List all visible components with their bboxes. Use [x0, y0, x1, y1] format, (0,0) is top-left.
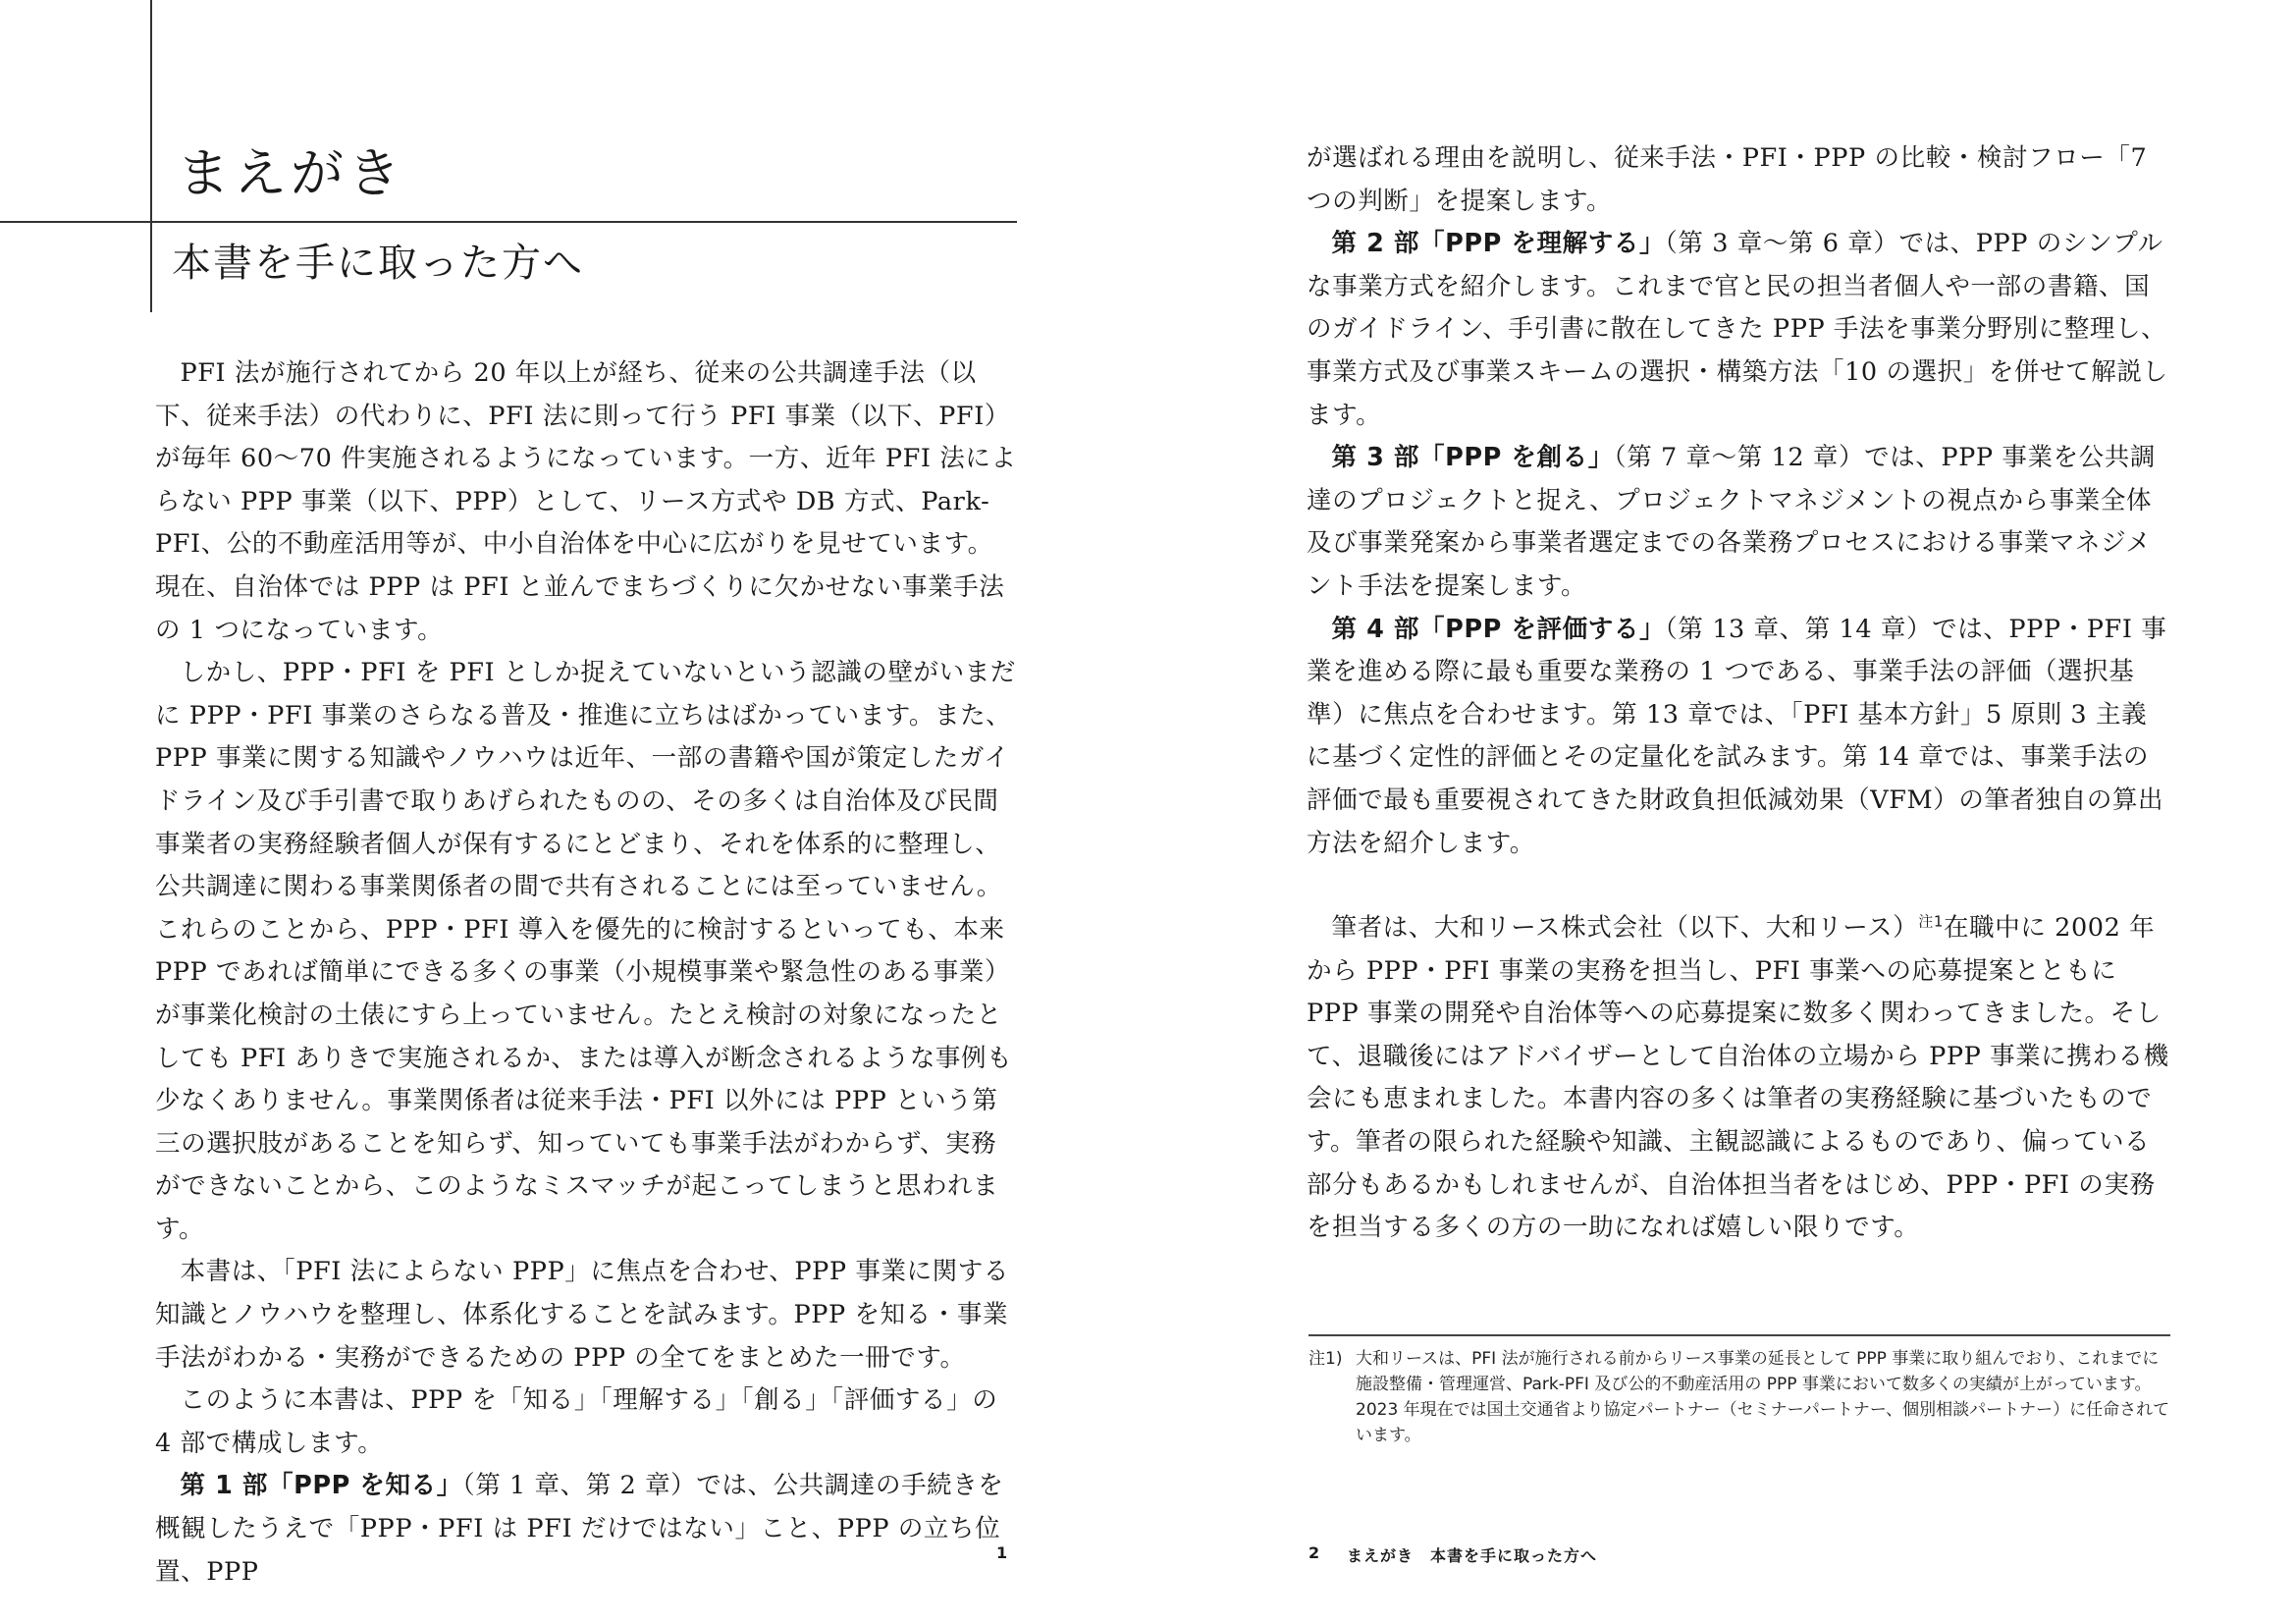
paragraph: このように本書は、PPP を「知る」「理解する」「創る」「評価する」の 4 部で構成します。 [155, 1385, 998, 1458]
part-3-label: 第 3 部「PPP を創る」 [1331, 443, 1614, 473]
part-4-text: （第 13 章、第 14 章）では、PPP・PFI 事業を進める際に最も重要な業務の 1 つである、事業手法の評価（選択基準）に焦点を合わせます。第 13 章では、「PFI 基本方針」5 原則 3 主義に基づく定性的評価とその定量化を試みます。第 14 章では、事業手法の評価で最も重要視されてきた財政負担低減効果（VFM）の筆者独自の算出方法を紹介します。 [1307, 614, 2167, 858]
paragraph [1307, 223, 2170, 437]
paragraph [1307, 437, 2170, 608]
left-page-number: 1 [996, 1543, 1008, 1562]
part-1-label: 第 1 部「PPP を知る」 [180, 1471, 462, 1501]
paragraph [1307, 907, 2170, 1250]
running-head: まえがき 本書を手に取った方へ [1347, 1546, 1598, 1565]
right-page-number: 2 [1308, 1543, 1320, 1562]
footnote-text: 大和リースは、PFI 法が施行される前からリース事業の延長として PPP 事業に取り組んでおり、これまでに施設整備・管理運営、Park-PFI 及び公的不動産活用の PPP 事業において数多くの実績が上がっています。2023 年現在では国土交通省より協定パートナー（セミナーパートナー、個別相談パートナー）に任命されています。 [1356, 1349, 2170, 1445]
author-text-a: 筆者は、大和リース株式会社（以下、大和リース） [1331, 913, 1919, 944]
footnote-reference[interactable]: 注1 [1918, 912, 1945, 931]
part-2-text: （第 3 章〜第 6 章）では、PPP のシンプルな事業方式を紹介します。これまで官と民の担当者個人や一部の書籍、国のガイドライン、手引書に散在してきた PPP 手法を事業分野別に整理し、事業方式及び事業スキームの選択・構築方法「10 の選択」を併せて解説します。 [1307, 229, 2168, 430]
part-4-label: 第 4 部「PPP を評価する」 [1331, 614, 1666, 644]
chapter-title: まえがき [177, 142, 404, 204]
paragraph: が選ばれる理由を説明し、従来手法・PFI・PPP の比較・検討フロー「7 つの判断」を提案します。 [1307, 143, 2148, 216]
heading-horizontal-rule [0, 221, 1017, 223]
paragraph [1307, 609, 2170, 866]
chapter-subtitle: 本書を手に取った方へ [172, 241, 584, 286]
part-1-text: （第 1 章、第 2 章）では、公共調達の手続きを概観したうえで「PPP・PFI は PFI だけではない」こと、PPP の立ち位置、PPP [155, 1471, 1004, 1587]
paragraph: PFI 法が施行されてから 20 年以上が経ち、従来の公共調達手法（以下、従来手法）の代わりに、PFI 法に則って行う PFI 事業（以下、PFI）が毎年 60〜70 件実施されるようになっています。一方、近年 PFI 法によらない PPP 事業（以下、PPP）として、リース方式や DB 方式、Park-PFI、公的不動産活用等が、中小自治体を中心に広がりを見せています。現在、自治体では PPP は PFI と並んでまちづくりに欠かせない事業手法の 1 つになっています。 [155, 358, 1017, 645]
left-page-body [155, 352, 1017, 1594]
part-3-text: （第 7 章〜第 12 章）では、PPP 事業を公共調達のプロジェクトと捉え、プロジェクトマネジメントの視点から事業全体及び事業発案から事業者選定までの各業務プロセスにおける事業マネジメント手法を提案します。 [1307, 443, 2156, 601]
footnote-rule [1308, 1334, 2170, 1336]
paragraph: 本書は、「PFI 法によらない PPP」に焦点を合わせ、PPP 事業に関する知識とノウハウを整理し、体系化することを試みます。PPP を知る・事業手法がわかる・実務ができるための PPP の全てをまとめた一冊です。 [155, 1257, 1009, 1373]
footnote [1308, 1346, 2170, 1448]
author-text-b: 在職中に 2002 年から PPP・PFI 事業の実務を担当し、PFI 事業への応募提案とともに PPP 事業の開発や自治体等への応募提案に数多く関わってきました。そして、退職後にはアドバイザーとして自治体の立場から PPP 事業に携わる機会にも恵まれました。本書内容の多くは筆者の実務経験に基づいたものです。筆者の限られた経験や知識、主観認識によるものであり、偏っている部分もあるかもしれませんが、自治体担当者をはじめ、PPP・PFI の実務を担当する多くの方の一助になれば嬉しい限りです。 [1307, 913, 2169, 1243]
right-page-body [1307, 137, 2170, 1250]
heading-vertical-rule [150, 0, 152, 312]
paragraph: しかし、PPP・PFI を PFI としか捉えていないという認識の壁がいまだに PPP・PFI 事業のさらなる普及・推進に立ちはばかっています。また、PPP 事業に関する知識やノウハウは近年、一部の書籍や国が策定したガイドライン及び手引書で取りあげられたものの、その多くは自治体及び民間事業者の実務経験者個人が保有するにとどまり、それを体系的に整理し、公共調達に関わる事業関係者の間で共有されることには至っていません。これらのことから、PPP・PFI 導入を優先的に検討するといっても、本来 PPP であれば簡単にできる多くの事業（小規模事業や緊急性のある事業）が事業化検討の土俵にすら上っていません。たとえ検討の対象になったとしても PFI ありきで実施されるか、または導入が断念されるような事例も少なくありません。事業関係者は従来手法・PFI 以外には PPP という第三の選択肢があることを知らず、知っていても事業手法がわからず、実務ができないことから、このようなミスマッチが起こってしまうと思われます。 [155, 658, 1016, 1244]
paragraph [155, 1465, 1017, 1594]
footnote-mark: 注1) [1308, 1349, 1343, 1369]
part-2-label: 第 2 部「PPP を理解する」 [1331, 229, 1666, 259]
